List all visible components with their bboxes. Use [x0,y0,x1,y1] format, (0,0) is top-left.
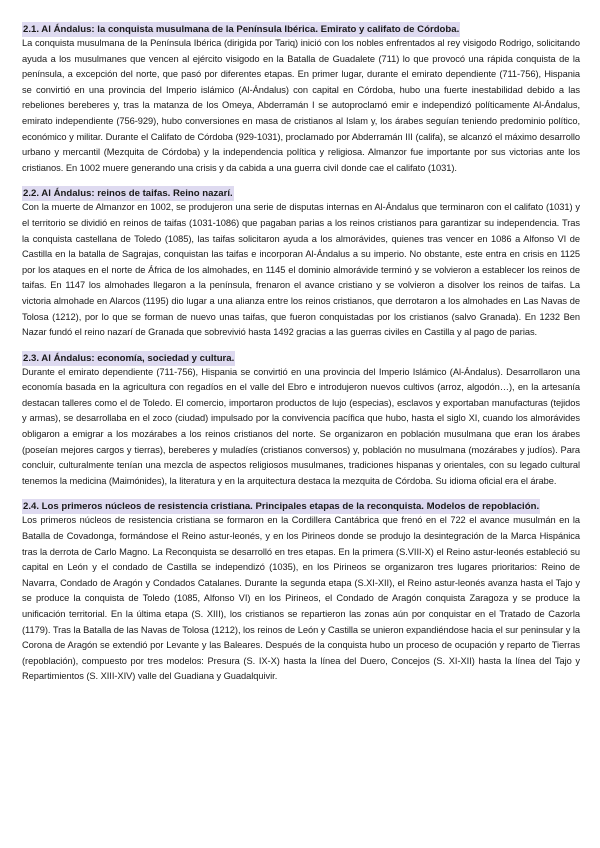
section-body: Con la muerte de Almanzor en 1002, se produjeron una serie de disputas internas en Al-Ándalus que terminaron con el califato (1031) y el territorio se dividió en reinos de taifas (1031-1086) que pagaban parias a los reinos cristianos para garantizar su independencia. Tras la conquista castellana de Toledo (1085), las taifas solicitaron ayuda a los almorávides, quienes tras vencer en 1086 a Alfonso VI de Castilla en la batalla de Sagrajas, conquistan las taifas e incorporan Al-Ándalus a su imperio. No obstante, este entra en crisis en 1125 por los ataques en el norte de África de los almohades, en 1145 el dominio almorávide terminó y se volvieron a establecer los reinos de taifas. En 1147 los almohades llegaron a la península, frenaron el avance cristiano y se volvieron a disolver los reinos de taifas. La victoria almohade en Alarcos (1195) dio lugar a una alianza entre los reinos cristianos, que derrotaron a los almohades en Las Navas de Tolosa (1212), por lo que se forman de nuevo unas taifas, que fueron conquistadas por los cristianos (salvo Granada). En 1232 Ben Nazar fundó el reino nazarí de Granada que sobrevivió hasta 1492 gracias a las guerras civiles en Castilla y al pago de parias. [22,202,580,338]
section-heading: 2.4. Los primeros núcleos de resistencia cristiana. Principales etapas de la reconquista. Modelos de repoblación. [23,501,540,513]
section-body: La conquista musulmana de la Península Ibérica (dirigida por Tariq) inició con los nobles enfrentados al rey visigodo Rodrigo, solicitando ayuda a los musulmanes que vencen al ejército visigodo en la Batalla de Guadalete (711) lo que provocó una rápida conquista de la península, a excepción del norte, que pasó por diferentes etapas. En primer lugar, durante el emirato dependiente (711-756), Hispania se convirtió en una provincia del Imperio islámico (Al-Ándalus) con capital en Córdoba, hubo una fuerte inestabilidad debido a las rebeliones bereberes y, tras la matanza de los Omeya, Abderramán I se autoproclamó emir e independizó políticamente Al-Ándalus, emirato independiente (756-929), hubo conversiones en masa de cristianos al Islam y, los árabes seguían teniendo predominio político, económico y militar. Durante el Califato de Córdoba (929-1031), proclamado por Abderramán III (califa), se alcanzó el máximo desarrollo urbano y mercantil (Mezquita de Córdoba) y la independencia política y religiosa. Almanzor fue importante por sus victorias ante los cristianos. En 1002 muere generando una crisis y da cabida a una guerra civil donde cae el califato (1031). [22,38,580,173]
section-2-1 [22,20,580,176]
section-heading-row [22,20,580,36]
section-heading-row [22,349,580,365]
section-body: Los primeros núcleos de resistencia cristiana se formaron en la Cordillera Cantábrica que frenó en el 722 el avance musulmán en la Batalla de Covadonga, formándose el Reino astur-leonés, y en los Pirineos donde se produjo la desintegración de la Marca Hispánica tras la derrota de Carlo Magno. La Reconquista se desarrolló en tres etapas. En la primera (S.VIII-X) el Reino astur-leonés estableció su capital en León y el condado de Castilla se independizó (1035), en los Pirineos se organizaron tres lugares prioritarios: Reino de Navarra, Condado de Aragón y Condados Catalanes. Durante la segunda etapa (S.XI-XII), el Reino astur-leonés avanza hasta el Tajo y se produce la conquista de Toledo (1085, Alfonso VI) en los Pirineos, el Condado de Aragón conquista Zaragoza y se produce la unificación territorial. En la última etapa (S. XIII), los cristianos se repartieron las zonas aún por conquistar en el Tratado de Cazorla (1179). Tras la Batalla de las Navas de Tolosa (1212), los reinos de León y Castilla se unieron expandiéndose hacia el sur peninsular y la Corona de Aragón se extendió por Levante y las Baleares. Después de la conquista hubo un proceso de ocupación y reparto de Tierras (repoblación), compuesto por tres modelos: Presura (S. IX-X) hasta la línea del Duero, Concejos (S. XI-XII) hasta la línea del Tajo y Repartimientos (S. XIII-XIV) valle del Guadiana y Guadalquivir. [22,515,580,682]
section-heading: 2.3. Al Ándalus: economía, sociedad y cultura. [23,352,235,364]
section-2-4 [22,497,580,685]
section-heading-row [22,184,580,200]
section-heading: 2.2. Al Ándalus: reinos de taifas. Reino nazarí. [23,188,233,200]
section-2-3 [22,349,580,490]
document-page [22,20,580,685]
section-2-2 [22,184,580,340]
section-heading-row [22,497,580,513]
section-heading: 2.1. Al Ándalus: la conquista musulmana de la Península Ibérica. Emirato y califato de Córdoba. [23,24,460,35]
section-body: Durante el emirato dependiente (711-756), Hispania se convirtió en una provincia del Imperio Islámico (Al-Ándalus). Desarrollaron una economía basada en la agricultura con regadíos en el valle del Ebro e introdujeron nuevos cultivos (arroz, algodón…), en la artesanía destacan talleres como el de Toledo. El comercio, importaron productos de lujo (especias), esclavos y exportaban manufacturas (tejidos y armas), se desarrollaba en el zoco (ciudad) impulsado por la convivencia pacífica que hubo, hasta el siglo XI, cuando los almorávides obligaron a emigrar a los mozárabes a los reinos cristianos del norte. Se organizaron en población musulmana que eran los árabes (poseían mejores cargos y tierras), bereberes y muladíes (cristianos conversos) y, población no musulmana (mozárabes y judíos). Para concluir, culturalmente tenían una mezcla de aspectos religiosos musulmanes, tradiciones hispanas y orientales, con su legado cultural tenemos la medicina (Maimónides), la literatura y en la arquitectura destaca la mezquita de Córdoba. Su idioma oficial era el árabe. [22,366,580,486]
